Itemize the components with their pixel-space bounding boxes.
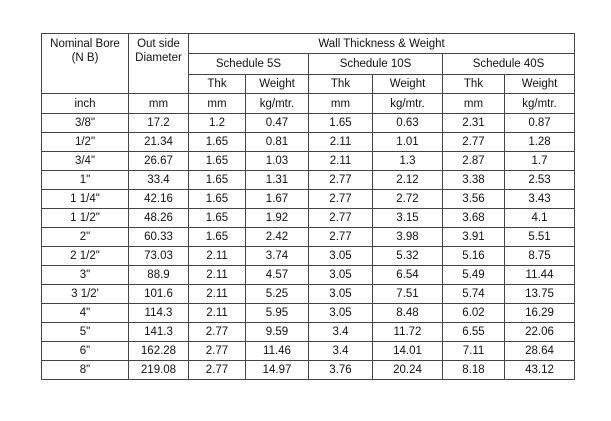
diameter-label: Diameter — [135, 52, 182, 64]
s40-weight-cell: 5.51 — [505, 228, 575, 247]
outside-diameter-cell: 42.16 — [129, 190, 189, 209]
s10-weight-cell: 3.98 — [373, 228, 443, 247]
unit-s5-thk: mm — [189, 94, 246, 114]
nominal-bore-cell: 1 1/4" — [42, 190, 129, 209]
pipe-schedule-table — [41, 33, 575, 380]
s10-weight-cell: 7.51 — [373, 285, 443, 304]
s5-weight-header: Weight — [246, 75, 309, 94]
s10-weight-cell: 11.72 — [373, 323, 443, 342]
s5-weight-cell: 3.74 — [246, 247, 309, 266]
s10-thk-cell: 3.05 — [309, 266, 373, 285]
s10-thk-cell: 3.05 — [309, 304, 373, 323]
s5-thk-cell: 2.11 — [189, 304, 246, 323]
outside-diameter-header — [129, 34, 189, 94]
s10-weight-cell: 0.63 — [373, 114, 443, 133]
s5-thk-cell: 1.65 — [189, 133, 246, 152]
s5-thk-cell: 2.77 — [189, 323, 246, 342]
s5-weight-cell: 1.92 — [246, 209, 309, 228]
s40-weight-cell: 8.75 — [505, 247, 575, 266]
outside-diameter-cell: 33.4 — [129, 171, 189, 190]
outside-diameter-cell: 88.9 — [129, 266, 189, 285]
s5-weight-cell: 14.97 — [246, 361, 309, 380]
table-row — [42, 247, 575, 266]
s10-thk-header: Thk — [309, 75, 373, 94]
nominal-bore-cell: 1" — [42, 171, 129, 190]
schedule-10s-header: Schedule 10S — [309, 54, 443, 75]
s40-weight-cell: 1.28 — [505, 133, 575, 152]
nominal-bore-cell: 2" — [42, 228, 129, 247]
outside-diameter-cell: 48.26 — [129, 209, 189, 228]
nominal-bore-cell: 1/2" — [42, 133, 129, 152]
table-row — [42, 114, 575, 133]
s5-weight-cell: 1.67 — [246, 190, 309, 209]
out-side-label: Out side — [137, 38, 180, 50]
table-row — [42, 133, 575, 152]
s40-weight-cell: 28.64 — [505, 342, 575, 361]
s5-thk-cell: 1.65 — [189, 228, 246, 247]
s40-thk-cell: 3.68 — [443, 209, 505, 228]
outside-diameter-cell: 17.2 — [129, 114, 189, 133]
unit-s10-thk: mm — [309, 94, 373, 114]
outside-diameter-cell: 141.3 — [129, 323, 189, 342]
s10-weight-cell: 1.3 — [373, 152, 443, 171]
schedule-5s-header: Schedule 5S — [189, 54, 309, 75]
s10-weight-cell: 3.15 — [373, 209, 443, 228]
s40-weight-cell: 43.12 — [505, 361, 575, 380]
outside-diameter-cell: 26.67 — [129, 152, 189, 171]
s10-thk-cell: 2.77 — [309, 209, 373, 228]
table-row — [42, 285, 575, 304]
nominal-bore-label: Nominal Bore — [50, 38, 120, 50]
s10-thk-cell: 2.77 — [309, 228, 373, 247]
s40-thk-cell: 2.77 — [443, 133, 505, 152]
outside-diameter-cell: 21.34 — [129, 133, 189, 152]
s10-thk-cell: 2.11 — [309, 133, 373, 152]
s5-weight-cell: 1.03 — [246, 152, 309, 171]
s40-weight-cell: 11.44 — [505, 266, 575, 285]
s40-thk-cell: 5.49 — [443, 266, 505, 285]
s40-weight-cell: 1.7 — [505, 152, 575, 171]
s10-weight-cell: 2.72 — [373, 190, 443, 209]
s40-weight-header: Weight — [505, 75, 575, 94]
table-row — [42, 228, 575, 247]
s40-thk-cell: 2.31 — [443, 114, 505, 133]
wall-thickness-weight-header: Wall Thickness & Weight — [189, 34, 575, 54]
nominal-bore-cell: 2 1/2" — [42, 247, 129, 266]
s5-thk-cell: 1.2 — [189, 114, 246, 133]
nominal-bore-cell: 3/8" — [42, 114, 129, 133]
table-row — [42, 304, 575, 323]
s5-thk-cell: 2.77 — [189, 361, 246, 380]
s10-thk-cell: 2.11 — [309, 152, 373, 171]
s40-weight-cell: 22.06 — [505, 323, 575, 342]
s5-thk-cell: 2.11 — [189, 285, 246, 304]
outside-diameter-cell: 101.6 — [129, 285, 189, 304]
s40-weight-cell: 16.29 — [505, 304, 575, 323]
s10-thk-cell: 3.4 — [309, 342, 373, 361]
s5-weight-cell: 0.47 — [246, 114, 309, 133]
s5-thk-cell: 1.65 — [189, 171, 246, 190]
s5-weight-cell: 4.57 — [246, 266, 309, 285]
outside-diameter-cell: 73.03 — [129, 247, 189, 266]
nominal-bore-cell: 4" — [42, 304, 129, 323]
s5-thk-cell: 1.65 — [189, 152, 246, 171]
s40-thk-cell: 2.87 — [443, 152, 505, 171]
s5-weight-cell: 0.81 — [246, 133, 309, 152]
nominal-bore-cell: 5" — [42, 323, 129, 342]
s40-weight-cell: 0.87 — [505, 114, 575, 133]
s10-thk-cell: 3.05 — [309, 247, 373, 266]
unit-nominal-bore: inch — [42, 94, 129, 114]
s5-thk-cell: 2.11 — [189, 266, 246, 285]
outside-diameter-cell: 162.28 — [129, 342, 189, 361]
unit-s40-thk: mm — [443, 94, 505, 114]
outside-diameter-cell: 114.3 — [129, 304, 189, 323]
table-row — [42, 323, 575, 342]
s10-weight-cell: 20.24 — [373, 361, 443, 380]
nominal-bore-cell: 3/4" — [42, 152, 129, 171]
s40-thk-header: Thk — [443, 75, 505, 94]
s10-thk-cell: 3.05 — [309, 285, 373, 304]
s40-thk-cell: 7.11 — [443, 342, 505, 361]
outside-diameter-cell: 60.33 — [129, 228, 189, 247]
s5-thk-cell: 1.65 — [189, 209, 246, 228]
s10-thk-cell: 3.76 — [309, 361, 373, 380]
table-row — [42, 190, 575, 209]
s10-weight-header: Weight — [373, 75, 443, 94]
s5-weight-cell: 1.31 — [246, 171, 309, 190]
s5-weight-cell: 11.46 — [246, 342, 309, 361]
table-row — [42, 361, 575, 380]
s40-thk-cell: 6.55 — [443, 323, 505, 342]
s5-weight-cell: 5.25 — [246, 285, 309, 304]
unit-s40-weight: kg/mtr. — [505, 94, 575, 114]
nominal-bore-sub-label: (N B) — [71, 52, 99, 64]
s40-thk-cell: 6.02 — [443, 304, 505, 323]
s10-weight-cell: 5.32 — [373, 247, 443, 266]
s40-thk-cell: 8.18 — [443, 361, 505, 380]
nominal-bore-header — [42, 34, 129, 94]
table-row — [42, 171, 575, 190]
table-row — [42, 209, 575, 228]
nominal-bore-cell: 8" — [42, 361, 129, 380]
s5-thk-header: Thk — [189, 75, 246, 94]
s5-thk-cell: 1.65 — [189, 190, 246, 209]
s40-thk-cell: 3.38 — [443, 171, 505, 190]
s40-weight-cell: 2.53 — [505, 171, 575, 190]
s10-weight-cell: 14.01 — [373, 342, 443, 361]
s40-thk-cell: 3.91 — [443, 228, 505, 247]
nominal-bore-cell: 6" — [42, 342, 129, 361]
s10-thk-cell: 2.77 — [309, 190, 373, 209]
s5-weight-cell: 9.59 — [246, 323, 309, 342]
outside-diameter-cell: 219.08 — [129, 361, 189, 380]
s5-thk-cell: 2.77 — [189, 342, 246, 361]
s5-weight-cell: 5.95 — [246, 304, 309, 323]
nominal-bore-cell: 3 1/2' — [42, 285, 129, 304]
s40-thk-cell: 5.74 — [443, 285, 505, 304]
s40-thk-cell: 3.56 — [443, 190, 505, 209]
table-row — [42, 266, 575, 285]
s10-weight-cell: 6.54 — [373, 266, 443, 285]
unit-s10-weight: kg/mtr. — [373, 94, 443, 114]
schedule-40s-header: Schedule 40S — [443, 54, 575, 75]
s10-thk-cell: 1.65 — [309, 114, 373, 133]
unit-s5-weight: kg/mtr. — [246, 94, 309, 114]
s5-weight-cell: 2.42 — [246, 228, 309, 247]
s10-thk-cell: 3.4 — [309, 323, 373, 342]
table-body — [42, 114, 575, 380]
nominal-bore-cell: 3" — [42, 266, 129, 285]
s10-weight-cell: 8.48 — [373, 304, 443, 323]
s40-weight-cell: 4.1 — [505, 209, 575, 228]
s40-weight-cell: 3.43 — [505, 190, 575, 209]
s10-thk-cell: 2.77 — [309, 171, 373, 190]
s5-thk-cell: 2.11 — [189, 247, 246, 266]
s10-weight-cell: 2.12 — [373, 171, 443, 190]
table-row — [42, 342, 575, 361]
table-row — [42, 152, 575, 171]
unit-diameter: mm — [129, 94, 189, 114]
nominal-bore-cell: 1 1/2" — [42, 209, 129, 228]
s10-weight-cell: 1.01 — [373, 133, 443, 152]
s40-thk-cell: 5.16 — [443, 247, 505, 266]
s40-weight-cell: 13.75 — [505, 285, 575, 304]
